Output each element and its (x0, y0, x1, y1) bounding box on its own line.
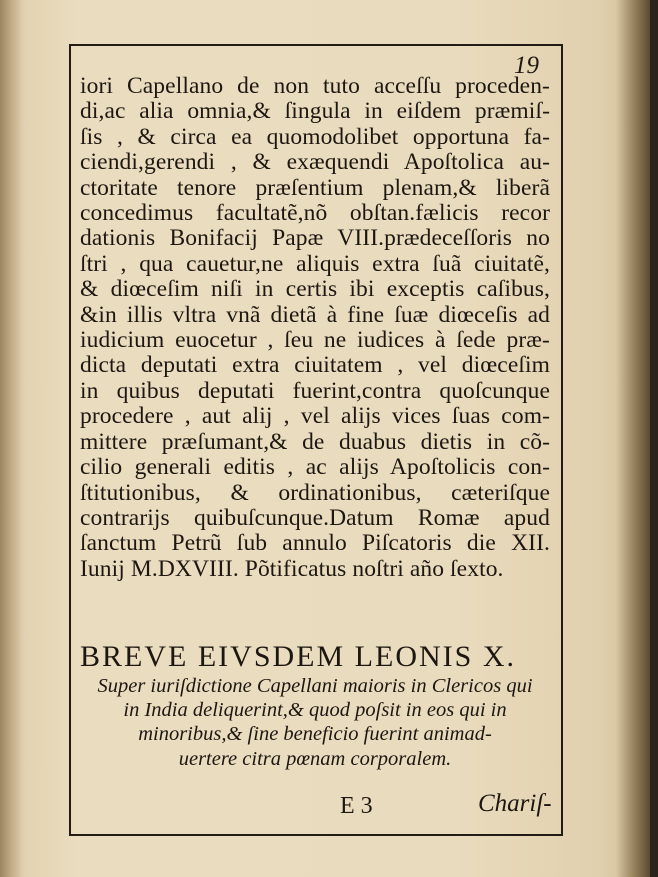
text-line: & diœceſim niſi in certis ibi exceptis caſibus, (80, 276, 550, 303)
text-line: cilio generali editis , ac alijs Apoſtolicis con- (80, 454, 550, 481)
text-line: iori Capellano de non tuto acceſſu proceden- (80, 73, 550, 99)
text-line: ciendi,gerendi , & exæquendi Apoſtolica au- (80, 149, 550, 176)
page-edge-shadow (616, 0, 650, 877)
page-number: 19 (514, 52, 539, 79)
text-line: dicta deputati extra ciuitatem , vel diœceſim (80, 352, 550, 379)
text-line: mittere præſumant,& de duabus dietis in cõ- (80, 428, 550, 455)
text-line: ſtitutionibus, & ordinationibus, cæteriſque (80, 479, 550, 506)
book-spine-shadow (0, 0, 22, 877)
text-line: ſtri , qua cauetur,ne aliquis extra ſuã ciuitatẽ, (80, 250, 550, 277)
text-line: di,ac alia omnia,& ſingula in eiſdem præmiſ- (80, 98, 550, 125)
text-line: iudicium euocetur , ſeu ne iudices à ſede præ- (80, 327, 550, 354)
body-text (80, 74, 550, 582)
subheading-line: minoribus,& ſine beneficio fuerint animad- (138, 723, 492, 746)
catchword: Chariſ- (478, 790, 552, 817)
subheading-line: uertere citra pœnam corporalem. (178, 747, 452, 770)
section-subheading (80, 674, 550, 771)
section-heading: BREVE EIVSDEM LEONIS X. (80, 640, 516, 673)
text-line: dationis Bonifacij Papæ VIII.prædeceſſoris no (80, 225, 550, 252)
text-line: &in illis vltra vnã dietã à fine ſuæ diœceſis ad (80, 301, 550, 328)
subheading-line: in India deliquerint,& quod poſsit in eos qui in (123, 699, 507, 722)
text-line: in quibus deputati fuerint,contra quoſcunque (80, 377, 550, 404)
subheading-line: Super iuriſdictione Capellani maioris in Clericos qui (97, 675, 533, 697)
text-line: procedere , aut alij , vel alijs vices ſuas com- (80, 403, 550, 430)
text-line: Iunij M.DXVIII. Põtificatus noſtri año ſexto. (80, 555, 504, 582)
signature-mark: E 3 (340, 793, 373, 819)
text-line: ſanctum Petrũ ſub annulo Piſcatoris die XII. (80, 530, 550, 557)
text-line: ſis , & circa ea quomodolibet opportuna fa- (80, 123, 550, 150)
text-line: contrarijs quibuſcunque.Datum Romæ apud (80, 504, 550, 531)
text-line: ctoritate tenore præſentium plenam,& liberã (80, 174, 550, 201)
text-line: concedimus facultatẽ,nõ obſtan.fælicis recor (80, 200, 550, 227)
